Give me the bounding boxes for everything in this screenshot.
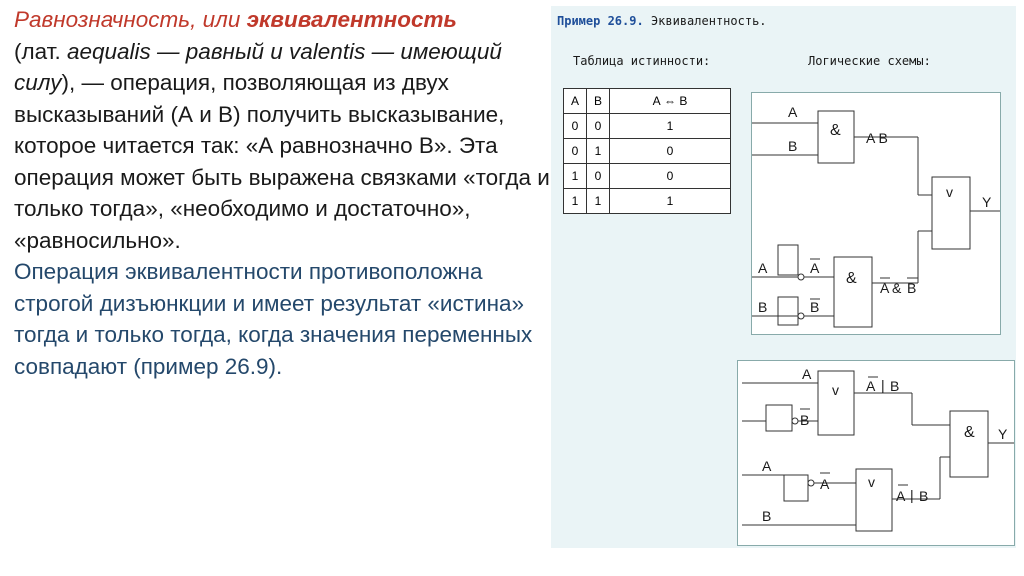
definition-paragraph-2-end: совпадают (пример 26.9).: [14, 353, 283, 379]
logic-scheme-2: [737, 360, 1015, 546]
cell: 0: [610, 164, 731, 189]
not-a-or-b-label-b: B: [919, 488, 929, 504]
output-y-label: Y: [982, 194, 992, 210]
not-a-or-b-label-a: A: [896, 488, 906, 504]
a-or-not-b-label-b: B: [890, 378, 900, 394]
header-a: А: [564, 89, 587, 114]
cell: 1: [587, 189, 610, 214]
a-or-not-b-label-a: A: [866, 378, 876, 394]
cell: 1: [610, 189, 731, 214]
cell: 1: [564, 189, 587, 214]
a-and-b-label: A B: [866, 130, 888, 146]
cell: 1: [587, 139, 610, 164]
input-b-label: B: [762, 508, 772, 524]
not-a-or-b-label-bar: |: [910, 487, 914, 503]
not-b-label: B: [800, 412, 810, 428]
cell: 0: [587, 164, 610, 189]
input-a2-label: A: [758, 260, 768, 276]
and-gate-symbol: &: [964, 424, 975, 441]
latin-etymology: aequalis — равный и valentis — имеющий силу: [14, 38, 502, 95]
cell: 1: [564, 164, 587, 189]
term-title-bold: эквивалентность: [246, 7, 457, 32]
and-gate-bottom-symbol: &: [846, 270, 857, 287]
definition-body: ), — операция, позволяющая из двух высказываний (А и В) получить высказывание, которое читается так: «А равнозначно В». Эта операция может быть выражена связками «тогда и только тогда», «необходимо и достаточно», «равносильно».: [14, 70, 550, 253]
table-row: [564, 139, 731, 164]
logic-scheme-1: [751, 92, 1001, 335]
and-gate-top-symbol: &: [830, 122, 841, 139]
or-gate-symbol: v: [946, 184, 953, 200]
truth-table: [563, 88, 731, 214]
term-title-italic: Равнозначность, или: [14, 7, 247, 32]
example-number: Пример 26.9.: [557, 14, 644, 28]
not-a-label: A: [810, 260, 820, 276]
cell: 1: [610, 114, 731, 139]
not-a-and-not-b-label-b: B: [907, 280, 917, 296]
term-title: [14, 7, 457, 32]
schemes-title: Логические схемы:: [808, 54, 931, 68]
not-b-label: B: [810, 299, 820, 315]
not-a-and-not-b-label-amp: &: [892, 280, 902, 296]
definition-paragraph-2: Операция эквивалентности противоположна строгой дизъюнкции и имеет результат «истина» тогда и только тогда, когда значения переменных: [14, 259, 533, 347]
header-b: В: [587, 89, 610, 114]
a-or-not-b-label-bar: |: [881, 377, 885, 393]
definition-text: [14, 4, 554, 382]
latin-open: (лат.: [14, 38, 67, 64]
or-gate-top-symbol: v: [832, 382, 839, 398]
input-a-label: A: [788, 104, 798, 120]
table-row: [564, 114, 731, 139]
output-y-label: Y: [998, 426, 1008, 442]
cell: 0: [564, 139, 587, 164]
not-a-and-not-b-label-a: A: [880, 280, 890, 296]
cell: 0: [610, 139, 731, 164]
truth-table-title: Таблица истинности:: [573, 54, 711, 68]
truth-table-header: [564, 89, 731, 114]
example-title: Эквивалентность.: [650, 14, 767, 28]
example-panel: [551, 6, 1016, 548]
input-a2-label: A: [762, 458, 772, 474]
not-a-label: A: [820, 476, 830, 492]
input-b2-label: B: [758, 299, 768, 315]
cell: 0: [587, 114, 610, 139]
table-row: [564, 189, 731, 214]
scheme-1-diagram: [752, 93, 1000, 334]
input-a-label: A: [802, 366, 812, 382]
cell: 0: [564, 114, 587, 139]
header-equiv: А ⇔ В: [610, 89, 731, 114]
input-b-label: B: [788, 138, 798, 154]
or-gate-bottom-symbol: v: [868, 474, 875, 490]
scheme-2-diagram: [738, 361, 1014, 545]
table-row: [564, 164, 731, 189]
example-header: [557, 14, 767, 28]
